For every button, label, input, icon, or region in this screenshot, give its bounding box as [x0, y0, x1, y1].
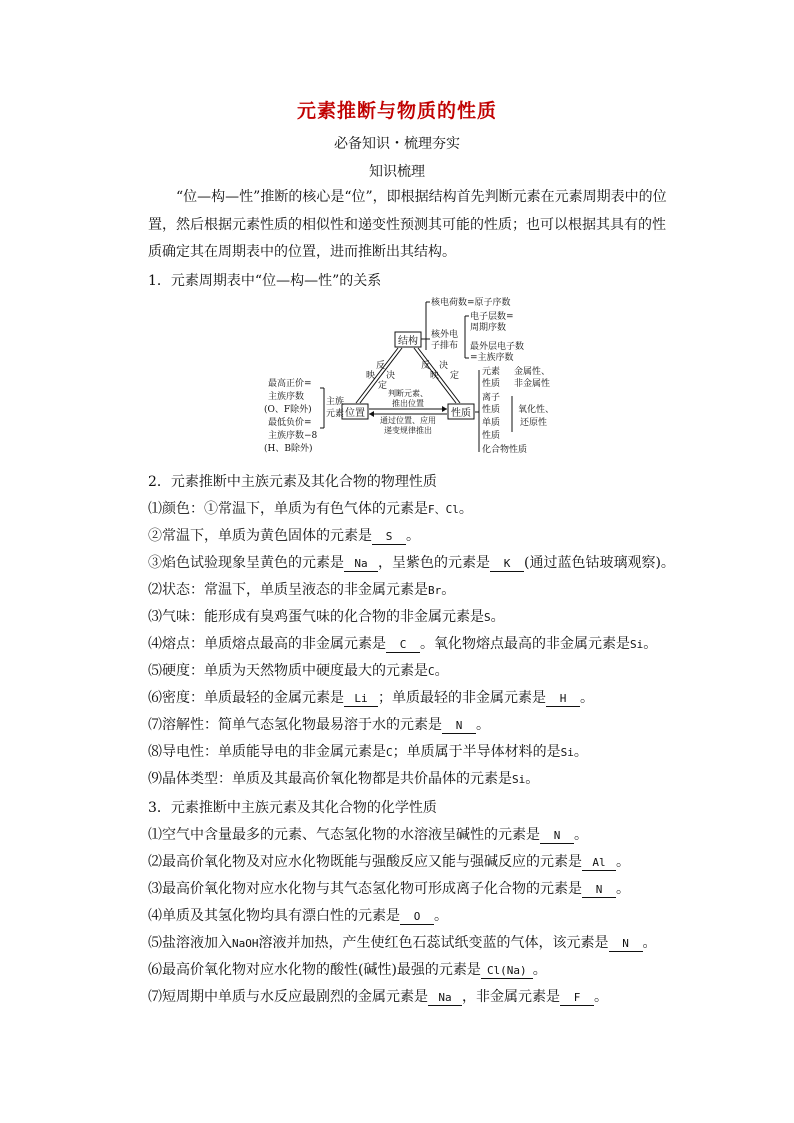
phys-line-5: ⑶气味：能形成有臭鸡蛋气味的化合物的非金属元素是S。	[148, 609, 505, 625]
outer-text-2: =主族序数	[470, 353, 514, 363]
phys-line-7: ⑸硬度：单质为天然物质中硬度最大的元素是C。	[148, 663, 449, 679]
mid-text-3: 通过位置、应用	[380, 416, 436, 425]
heading-1: 1．元素周期表中“位—构—性”的关系	[148, 273, 382, 289]
label-reflect-right: 反	[421, 361, 431, 371]
intro-paragraph: “位—构—性”推断的核心是“位”，即根据结构首先判断元素在元素周期表中的位置，然后根据元素性质的相似性和递变性预测其可能的性质；也可以根据其具有的性质确定其在周期表中的位置，进而推断出其结构。	[148, 189, 667, 260]
arrowhead	[442, 406, 447, 412]
compound-text: 化合物性质	[482, 445, 528, 455]
section-heading: 知识梳理	[369, 164, 425, 180]
answer-blank: Cl(Na)	[481, 963, 533, 979]
heading-2: 2．元素推断中主族元素及其化合物的物理性质	[148, 474, 437, 490]
phys-line-9: ⑺溶解性：简单气态氢化物最易溶于水的元素是 N 。	[148, 717, 490, 733]
chem-line-6: ⑹最高价氧化物对应水化物的酸性(碱性)最强的元素是 Cl(Na) 。	[148, 962, 547, 978]
phys-line-11: ⑼晶体类型：单质及其最高价氧化物都是共价晶体的元素是Si。	[148, 771, 540, 787]
elem-text-b: 性质	[482, 379, 501, 389]
phys-line-3: ③焰色试验现象呈黄色的元素是 Na ，呈紫色的元素是 K (通过蓝色钴玻璃观察)。	[148, 555, 675, 571]
redox-text-2: 还原性	[520, 418, 548, 428]
chem-line-5: ⑸盐溶液加入NaOH溶液并加热，产生使红色石蕊试纸变蓝的气体，该元素是 N 。	[148, 935, 657, 951]
ion-text: 离子	[482, 393, 501, 403]
left-list-3: (O、F除外)	[264, 405, 312, 415]
left-list-1: 最高正价=	[268, 379, 312, 389]
left-list-2: 主族序数	[268, 392, 305, 402]
answer-blank: H	[546, 691, 580, 707]
single-text: 单质	[482, 418, 501, 428]
answer-blank: N	[540, 828, 574, 844]
mid-text-1: 判断元素、	[388, 389, 428, 398]
position-label: 位置	[345, 408, 365, 419]
nonmetal-text: 非金属性	[514, 379, 551, 389]
position-structure-property-diagram	[258, 292, 588, 460]
phys-line-8: ⑹密度：单质最轻的金属元素是 Li ；单质最轻的非金属元素是 H 。	[148, 690, 594, 706]
property-label: 性质	[451, 408, 471, 419]
label-reflect-left: 反	[376, 361, 386, 371]
metal-text: 金属性、	[514, 367, 551, 377]
chem-line-4: ⑷单质及其氢化物均具有漂白性的元素是 O 。	[148, 908, 448, 924]
ion-text-2: 性质	[482, 405, 501, 415]
answer-blank: Na	[428, 990, 462, 1006]
phys-line-6: ⑷熔点：单质熔点最高的非金属元素是 C 。氧化物熔点最高的非金属元素是Si。	[148, 636, 658, 652]
left-list-6: (H、B除外)	[264, 444, 313, 454]
left-list-5: 主族序数−8	[268, 431, 318, 441]
label-ding-right: 定	[450, 371, 460, 381]
outer-text-1: 最外层电子数	[470, 342, 525, 352]
phys-line-1: ⑴颜色：①常温下，单质为有色气体的元素是F、Cl。	[148, 501, 473, 517]
left-list-4: 最低负价=	[268, 418, 312, 428]
page-title: 元素推断与物质的性质	[296, 100, 497, 122]
label-ying-right: 映	[430, 371, 440, 381]
main-group-2: 元素	[326, 409, 345, 419]
phys-line-10: ⑻导电性：单质能导电的非金属元素是C；单质属于半导体材料的是Si。	[148, 744, 588, 760]
label-ding-left: 定	[378, 381, 388, 391]
answer-blank: K	[490, 556, 524, 572]
answer-blank: Al	[582, 855, 616, 871]
phys-line-4: ⑵状态：常温下，单质呈液态的非金属元素是Br。	[148, 582, 456, 598]
layers-text-1: 电子层数=	[470, 312, 514, 322]
structure-label: 结构	[398, 336, 418, 347]
arrowhead	[369, 411, 374, 417]
nucleus-text: 核电荷数=原子序数	[431, 298, 511, 308]
chem-line-7: ⑺短周期中单质与水反应最剧烈的金属元素是 Na ，非金属元素是 F 。	[148, 989, 608, 1005]
phys-line-2: ②常温下，单质为黄色固体的元素是 S 。	[148, 528, 420, 544]
answer-blank: Li	[344, 691, 378, 707]
section-subtitle: 必备知识・梳理夯实	[334, 136, 460, 152]
redox-text-1: 氧化性、	[518, 405, 555, 415]
mid-text-4: 递变规律推出	[384, 426, 432, 435]
mid-text-2: 推出位置	[392, 399, 424, 408]
answer-blank: N	[582, 882, 616, 898]
chem-line-1: ⑴空气中含量最多的元素、气态氢化物的水溶液呈碱性的元素是 N 。	[148, 827, 588, 843]
label-ying-left: 映	[366, 371, 376, 381]
elem-text-a: 元素	[482, 367, 501, 377]
answer-blank: N	[609, 936, 643, 952]
electron-text-2: 子排布	[431, 341, 459, 351]
label-decide-left: 决	[386, 371, 396, 381]
main-group-1: 主族	[326, 397, 345, 407]
single-text-2: 性质	[482, 431, 501, 441]
chem-line-2: ⑵最高价氧化物及对应水化物既能与强酸反应又能与强碱反应的元素是 Al 。	[148, 854, 630, 870]
answer-blank: N	[442, 718, 476, 734]
electron-text-1: 核外电	[431, 330, 459, 340]
chem-line-3: ⑶最高价氧化物对应水化物与其气态氢化物可形成离子化合物的元素是 N 。	[148, 881, 630, 897]
label-decide-right: 决	[439, 361, 449, 371]
answer-blank: F	[560, 990, 594, 1006]
layers-text-2: 周期序数	[470, 323, 507, 333]
answer-blank: S	[372, 529, 406, 545]
answer-blank: O	[400, 909, 434, 925]
heading-3: 3．元素推断中主族元素及其化合物的化学性质	[148, 800, 437, 816]
answer-blank: Na	[344, 556, 378, 572]
answer-blank: C	[386, 637, 420, 653]
